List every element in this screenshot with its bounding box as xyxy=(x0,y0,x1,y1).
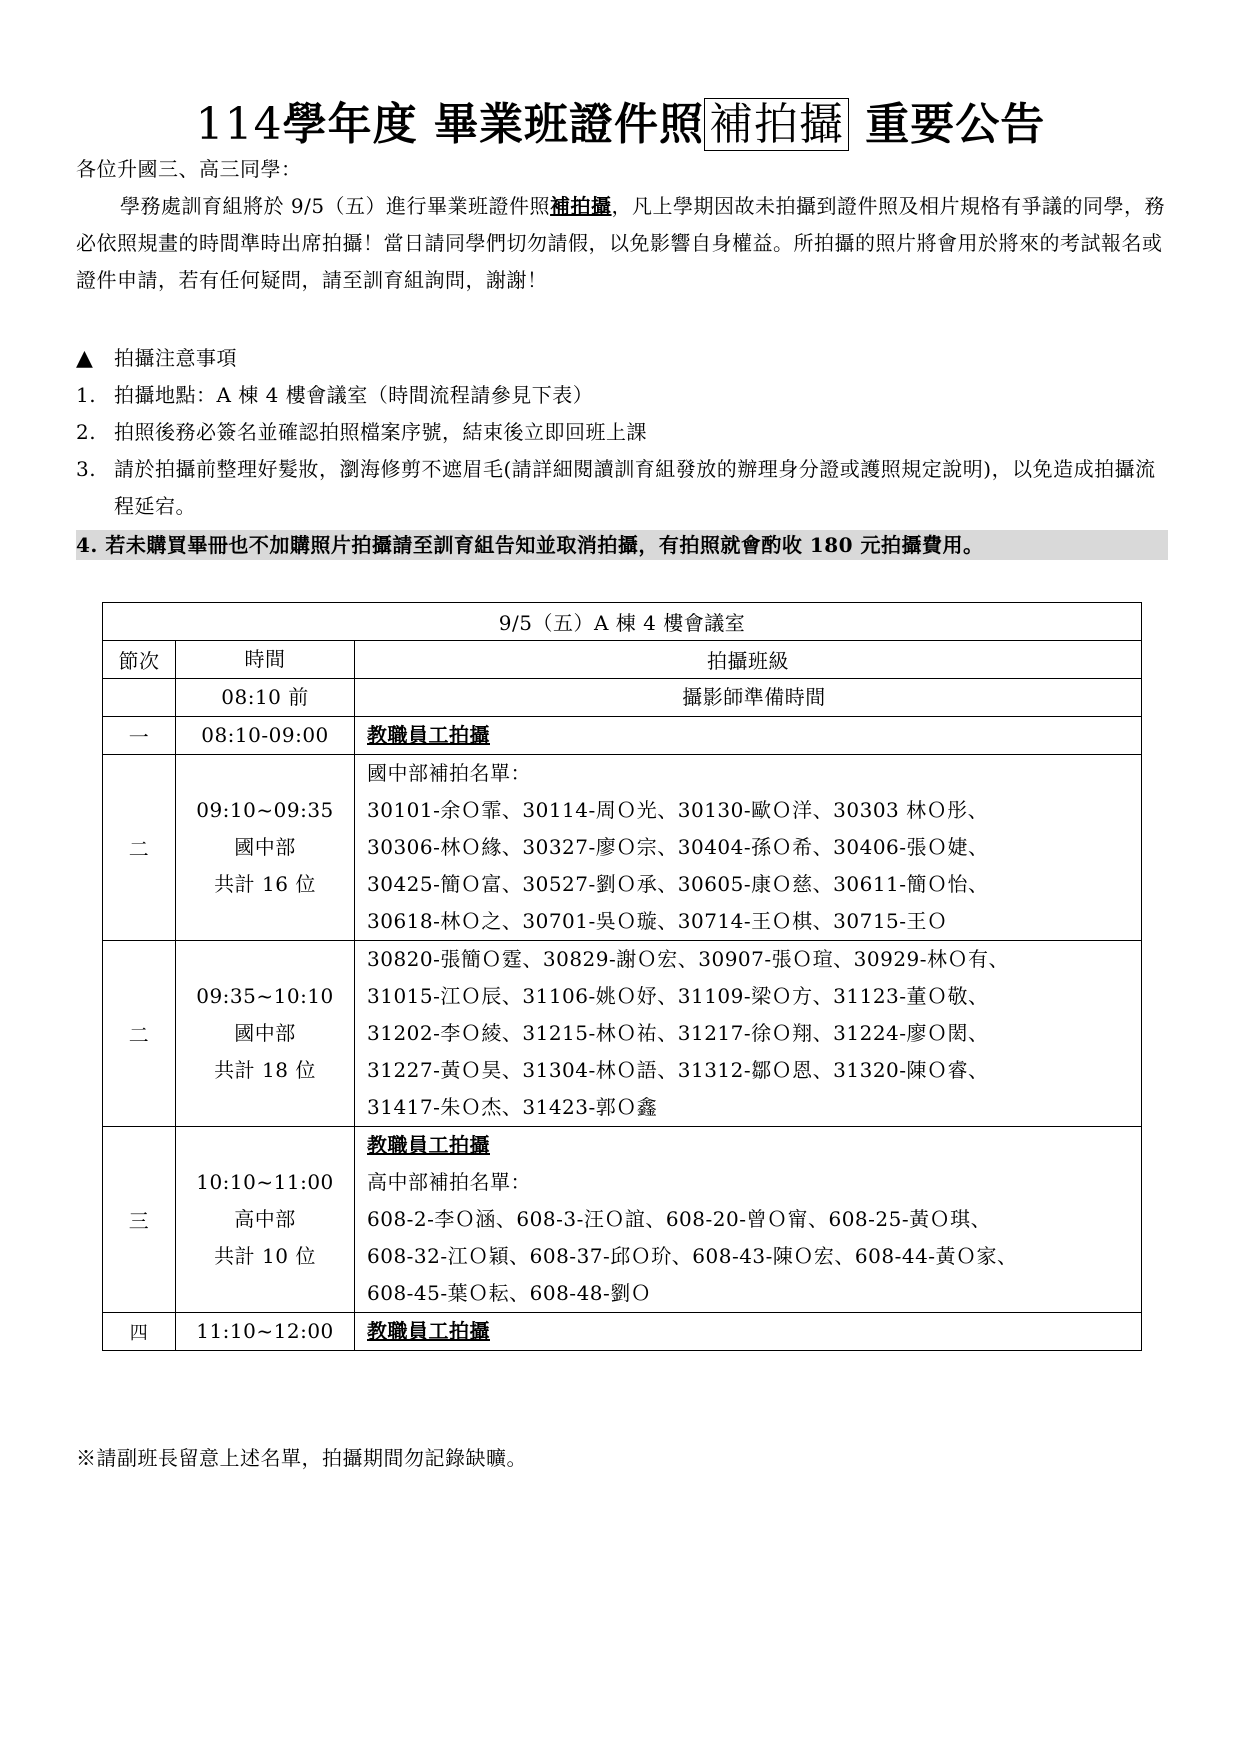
intro-paragraph xyxy=(76,188,1176,299)
classes-cell xyxy=(355,941,1142,1127)
time-line: 高中部 xyxy=(234,1207,296,1231)
time-cell xyxy=(176,941,355,1127)
table-row xyxy=(103,941,1142,1127)
table-caption: 9/5（五）A 棟 4 樓會議室 xyxy=(103,603,1142,641)
title-main: 學年度 畢業班證件照 xyxy=(282,99,704,150)
note-text: 拍照後務必簽名並確認拍照檔案序號，結束後立即回班上課 xyxy=(114,420,647,444)
time-line: 共計 18 位 xyxy=(214,1058,316,1082)
schedule-table xyxy=(102,602,1142,1351)
period-cell: 一 xyxy=(103,717,176,755)
greeting: 各位升國三、高三同學： xyxy=(76,157,302,181)
name-list-line: 30820-張簡Ｏ霆、30829-謝Ｏ宏、30907-張Ｏ瑄、30929-林Ｏ有、 xyxy=(367,947,1010,971)
fee-warning xyxy=(76,530,1168,560)
staff-session-label: 教職員工拍攝 xyxy=(367,1319,490,1343)
time-cell xyxy=(176,1127,355,1313)
title-boxed-text: 補拍攝 xyxy=(704,98,849,151)
table-caption-row xyxy=(103,603,1142,641)
time-line: 10:10~11:00 xyxy=(196,1170,334,1194)
classes-cell xyxy=(355,679,1142,717)
name-list-line: 31417-朱Ｏ杰、31423-郭Ｏ鑫 xyxy=(367,1095,658,1119)
time-line: 08:10-09:00 xyxy=(201,723,329,747)
header-classes: 拍攝班級 xyxy=(355,641,1142,679)
name-list-line: 31227-黃Ｏ昊、31304-林Ｏ語、31312-鄒Ｏ恩、31320-陳Ｏ睿、 xyxy=(367,1058,989,1082)
classes-cell xyxy=(355,1313,1142,1351)
period-cell: 二 xyxy=(103,755,176,941)
name-list-line: 30101-余Ｏ霏、30114-周Ｏ光、30130-歐Ｏ洋、30303 林Ｏ彤、 xyxy=(367,798,989,822)
triangle-icon: ▲ xyxy=(76,346,94,371)
notes-heading-text: 拍攝注意事項 xyxy=(114,346,237,370)
table-row xyxy=(103,755,1142,941)
time-line: 11:10~12:00 xyxy=(196,1319,334,1343)
name-list-line: 高中部補拍名單： xyxy=(367,1170,531,1194)
intro-emphasis: 補拍攝 xyxy=(550,194,612,218)
note-number: 2. xyxy=(76,420,97,444)
name-list-line: 608-45-葉Ｏ耘、608-48-劉Ｏ xyxy=(367,1281,652,1305)
staff-session-label: 教職員工拍攝 xyxy=(367,1133,490,1157)
time-cell xyxy=(176,1313,355,1351)
name-list-line: 31202-李Ｏ綾、31215-林Ｏ祐、31217-徐Ｏ翔、31224-廖Ｏ閎、 xyxy=(367,1021,989,1045)
name-list-line: 30618-林Ｏ之、30701-吳Ｏ璇、30714-王Ｏ棋、30715-王Ｏ xyxy=(367,909,948,933)
time-line: 08:10 前 xyxy=(221,685,309,709)
name-list-line: 30306-林Ｏ緣、30327-廖Ｏ宗、30404-孫Ｏ希、30406-張Ｏ婕、 xyxy=(367,835,989,859)
table-row xyxy=(103,717,1142,755)
note-text: 拍攝地點：A 棟 4 樓會議室（時間流程請參見下表） xyxy=(114,383,594,407)
time-line: 09:10~09:35 xyxy=(196,798,334,822)
period-cell: 三 xyxy=(103,1127,176,1313)
classes-cell xyxy=(355,717,1142,755)
period-cell: 二 xyxy=(103,941,176,1127)
note-item xyxy=(76,377,1176,414)
classes-cell xyxy=(355,1127,1142,1313)
note-item xyxy=(76,451,1176,525)
title-end: 重要公告 xyxy=(848,99,1046,150)
name-list-line: 31015-江Ｏ辰、31106-姚Ｏ妤、31109-梁Ｏ方、31123-董Ｏ敬、 xyxy=(367,984,989,1008)
name-list-line: 608-2-李Ｏ涵、608-3-汪Ｏ誼、608-20-曾Ｏ甯、608-25-黃Ｏ琪、 xyxy=(367,1207,992,1231)
table-row xyxy=(103,679,1142,717)
notes-heading xyxy=(76,340,1176,377)
table-row xyxy=(103,1127,1142,1313)
page-title xyxy=(0,88,1241,152)
name-list-line: 攝影師準備時間 xyxy=(682,685,826,709)
note-text: 請於拍攝前整理好髮妝，瀏海修剪不遮眉毛(請詳細閱讀訓育組發放的辦理身分證或護照規定說明)，以免造成拍攝流程延宕。 xyxy=(114,457,1156,518)
staff-session-label: 教職員工拍攝 xyxy=(367,723,490,747)
time-cell xyxy=(176,717,355,755)
name-list-line: 30425-簡Ｏ富、30527-劉Ｏ承、30605-康Ｏ慈、30611-簡Ｏ怡、 xyxy=(367,872,989,896)
time-cell xyxy=(176,679,355,717)
time-line: 共計 16 位 xyxy=(214,872,316,896)
table-header-row xyxy=(103,641,1142,679)
time-cell xyxy=(176,755,355,941)
intro-after: ，凡上學期因故未拍攝到證件照及相片規格有爭議的同學，務必依照規畫的時間準時出席拍攝！當日請同學們切勿請假，以免影響自身權益。所拍攝的照片將會用於將來的考試報名或證件申請，若有任何疑問，請至訓育組詢問，謝謝！ xyxy=(76,194,1166,292)
classes-cell xyxy=(355,755,1142,941)
name-list-line: 國中部補拍名單： xyxy=(367,761,531,785)
period-cell: 四 xyxy=(103,1313,176,1351)
title-year: 114 xyxy=(195,99,283,150)
header-period: 節次 xyxy=(103,641,176,679)
time-line: 國中部 xyxy=(234,1021,296,1045)
footer-note: ※請副班長留意上述名單，拍攝期間勿記錄缺曠。 xyxy=(76,1446,527,1470)
header-time: 時間 xyxy=(176,641,355,679)
fee-warning-text: 4. 若未購買畢冊也不加購照片拍攝請至訓育組告知並取消拍攝，有拍照就會酌收 180 元拍攝費用。 xyxy=(76,533,984,557)
period-cell xyxy=(103,679,176,717)
table-row xyxy=(103,1313,1142,1351)
note-number: 1. xyxy=(76,383,97,407)
time-line: 09:35~10:10 xyxy=(196,984,334,1008)
time-line: 國中部 xyxy=(234,835,296,859)
notes-section xyxy=(76,340,1176,525)
note-item xyxy=(76,414,1176,451)
time-line: 共計 10 位 xyxy=(214,1244,316,1268)
note-number: 3. xyxy=(76,457,97,481)
intro-before: 學務處訓育組將於 9/5（五）進行畢業班證件照 xyxy=(120,194,551,218)
name-list-line: 608-32-江Ｏ穎、608-37-邱Ｏ玠、608-43-陳Ｏ宏、608-44-黃Ｏ家、 xyxy=(367,1244,1018,1268)
